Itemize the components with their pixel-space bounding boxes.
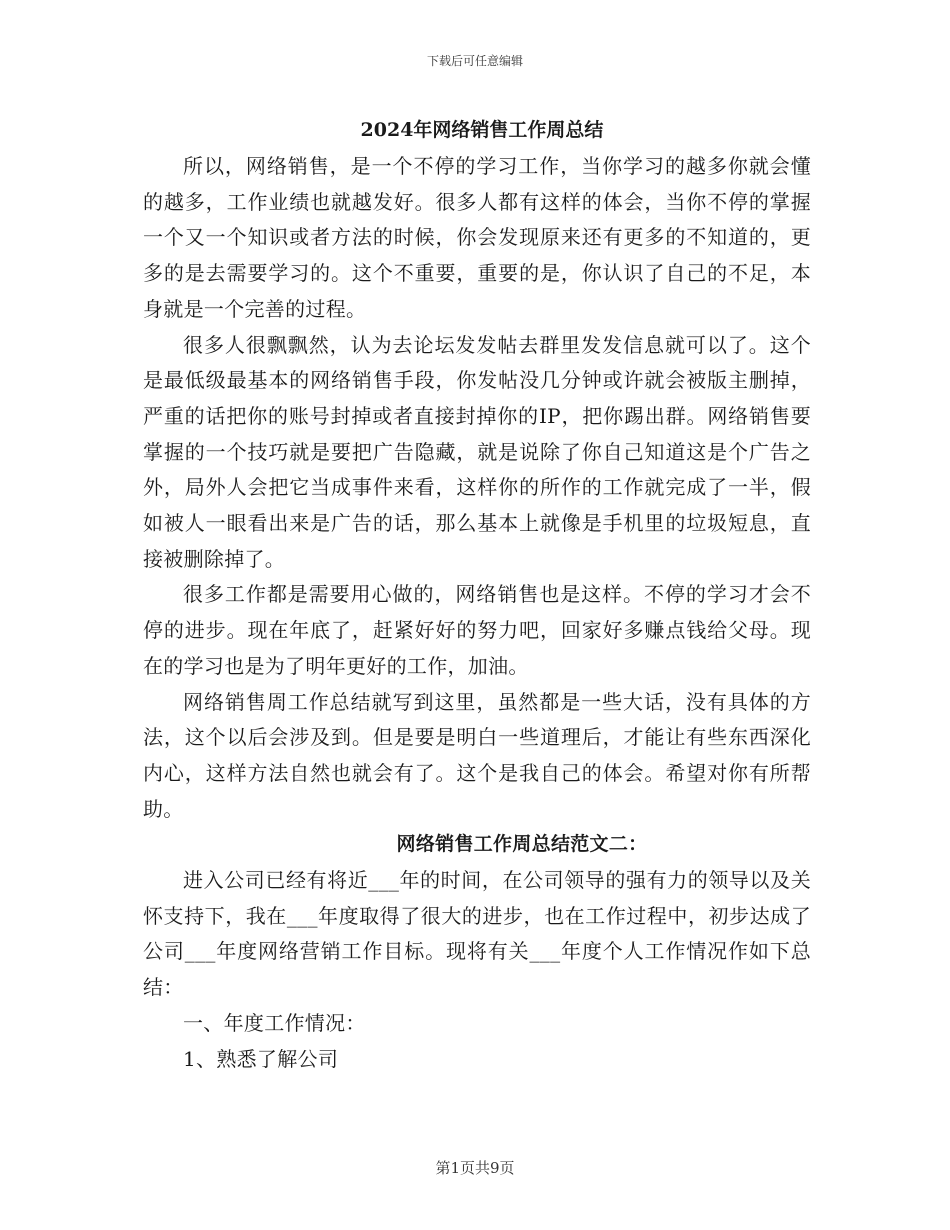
document-body (143, 111, 811, 1077)
section-subheading-1: 1、熟悉了解公司 (183, 1046, 339, 1071)
section-title: 网络销售工作周总结范文二： (396, 833, 648, 856)
paragraph-3: 很多工作都是需要用心做的，网络销售也是这样。不停的学习才会不停的进步。现在年底了，赶紧好好的努力吧，回家好多赚点钱给父母。现在的学习也是为了明年更好的工作，加油。 (143, 582, 811, 678)
paragraph-2: 很多人很飘飘然，认为去论坛发发帖去群里发发信息就可以了。这个是最低级最基本的网络销售手段，你发帖没几分钟或许就会被版主删掉，严重的话把你的账号封掉或者直接封掉你的IP，把你踢出群。网络销售要掌握的一个技巧就是要把广告隐藏，就是说除了你自己知道这是个广告之外，局外人会把它当成事件来看，这样你的所作的工作就完成了一半，假如被人一眼看出来是广告的话，那么基本上就像是手机里的垃圾短息，直接被删除掉了。 (143, 332, 811, 571)
paragraph-1: 所以，网络销售，是一个不停的学习工作，当你学习的越多你就会懂的越多，工作业绩也就越发好。很多人都有这样的体会，当你不停的掌握一个又一个知识或者方法的时候，你会发现原来还有更多的不知道的，更多的是去需要学习的。这个不重要，重要的是，你认识了自己的不足，本身就是一个完善的过程。 (143, 154, 811, 321)
header-note: 下载后可任意编辑 (426, 54, 523, 68)
section-heading-1: 一、年度工作情况： (183, 1010, 366, 1035)
section-paragraph-1: 进入公司已经有将近___年的时间，在公司领导的强有力的领导以及关怀支持下，我在___年度取得了很大的进步，也在工作过程中，初步达成了公司___年度网络营销工作目标。现将有关___年度个人工作情况作如下总结： (143, 868, 811, 1000)
page-number: 第1页共9页 (435, 1159, 515, 1177)
paragraph-4: 网络销售周工作总结就写到这里，虽然都是一些大话，没有具体的方法，这个以后会涉及到。但是要是明白一些道理后，才能让有些东西深化内心，这样方法自然也就会有了。这个是我自己的体会。希望对你有所帮助。 (143, 689, 811, 821)
document-title: 2024年网络销售工作周总结 (360, 119, 604, 141)
